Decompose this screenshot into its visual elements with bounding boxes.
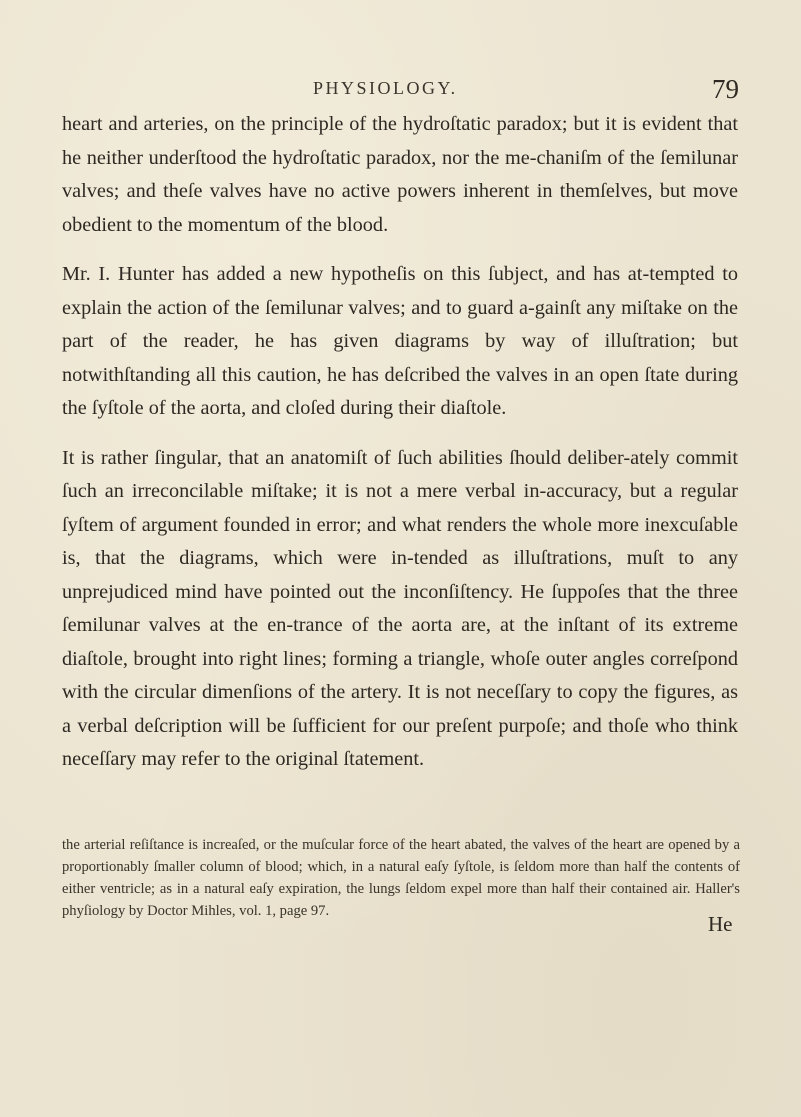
- footnote: [62, 834, 740, 922]
- running-title: PHYSIOLOGY.: [313, 78, 458, 98]
- footnote-text: the arterial reſiſtance is increaſed, or the muſcular force of the heart abated, the valves of the heart are opened by a proportionably ſmaller column of blood; which, in a natural eaſy ſyſtole, is ſeldom more than half the contents of either ventricle; as in a natural eaſy expiration, the lungs ſeldom expel more than half their contained air. Haller's phyſiology by Doctor Mihles, vol. 1, page 97.: [62, 837, 740, 919]
- catchword: He: [708, 912, 733, 936]
- body-text: [62, 108, 738, 777]
- page-number: 79: [712, 74, 739, 104]
- paragraph-1: heart and arteries, on the principle of the hydroſtatic paradox; but it is evident that he neither underſtood the hydroſtatic paradox, nor the me-chaniſm of the ſemilunar valves; and theſe valves have no active powers inherent in themſelves, but move obedient to the momentum of the blood.: [62, 113, 738, 236]
- paragraph-3: It is rather ſingular, that an anatomiſt of ſuch abilities ſhould deliber-ately commit ſuch an irreconcilable miſtake; it is not a mere verbal in-accuracy, but a regular ſyſtem of argument founded in error; and what renders the whole more inexcuſable is, that the diagrams, which were in-tended as illuſtrations, muſt to any unprejudiced mind have pointed out the inconſiſtency. He ſuppoſes that the three ſemilunar valves at the en-trance of the aorta are, at the inſtant of its extreme diaſtole, brought into right lines; forming a triangle, whoſe outer angles correſpond with the circular dimenſions of the artery. It is not neceſſary to copy the figures, as a verbal deſcription will be ſufficient for our preſent purpoſe; and thoſe who think neceſſary may refer to the original ſtatement.: [62, 446, 738, 770]
- paragraph-2: Mr. I. Hunter has added a new hypotheſis on this ſubject, and has at-tempted to explain the action of the ſemilunar valves; and to guard a-gainſt any miſtake on the part of the reader, he has given diagrams by way of illuſtration; but notwithſtanding all this caution, he has deſcribed the valves in an open ſtate during the ſyſtole of the aorta, and cloſed during their diaſtole.: [62, 263, 738, 419]
- running-head: [0, 74, 801, 104]
